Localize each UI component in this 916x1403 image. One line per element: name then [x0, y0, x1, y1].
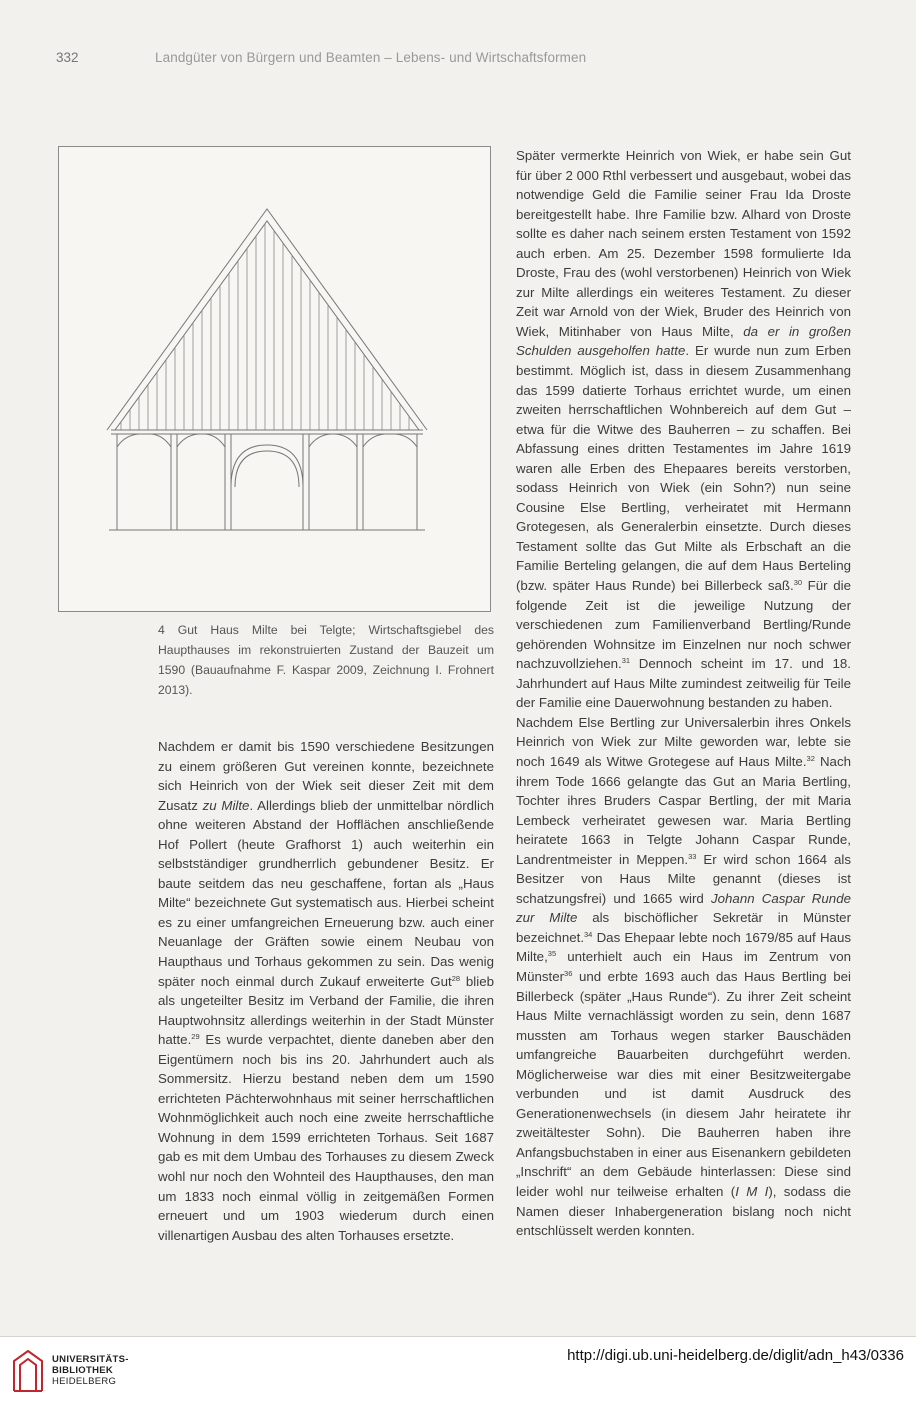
text-run: Später vermerkte Heinrich von Wiek, er habe sein Gut für über 2 000 Rthl verbessert und ausgebaut, wobei das notwendige Geld die Familie seiner Frau Ida Droste bereitgestellt habe. Ihre Familie bzw. Alhard von Droste sollte es daher nach seinem ersten Testament von 1592 auch erben. Am 25. Dezember 1598 formulierte Ida Droste, Frau des (wohl verstorbenen) Heinrich von Wiek zur Milte allerdings ein weiteres Testament. Zu dieser Zeit war Arnold von der Wiek, Bruder des Heinrich von Wiek, Mitinhaber von Haus Milte,	[516, 148, 851, 339]
footnote-ref: 29	[191, 1032, 200, 1042]
footer-bar	[0, 1336, 916, 1403]
footnote-ref: 32	[806, 753, 815, 763]
library-line-1: UNIVERSITÄTS-	[52, 1354, 129, 1365]
footnote-ref: 33	[688, 851, 697, 861]
paragraph	[516, 713, 851, 1241]
italic-text: I M I	[735, 1183, 769, 1199]
footnote-ref: 36	[564, 968, 573, 978]
figure-caption: 4 Gut Haus Milte bei Telgte; Wirtschaftsgiebel des Haupthauses im rekonstruierten Zustand der Bauzeit um 1590 (Bauaufnahme F. Kaspar 2009, Zeichnung I. Frohnert 2013).	[158, 623, 494, 697]
italic-text: da er in großen Schulden ausgeholfen hatte	[516, 323, 851, 359]
italic-text: zu Milte	[202, 797, 250, 813]
ub-heidelberg-logo-icon	[10, 1347, 46, 1393]
library-line-3: HEIDELBERG	[52, 1376, 117, 1387]
right-column-text	[516, 146, 851, 1241]
text-run: ), sodass die Namen dieser Inhabergeneration bislang noch nicht entschlüsselt werden konnten.	[516, 1183, 852, 1239]
text-run: . Er wurde nun zum Erben bestimmt. Möglich ist, dass in diesem Zusammenhang das 1599 datierte Torhaus errichtet wurde, um einen zweiten herrschaftlichen Wohnbereich auf dem Gut – etwa für die Witwe des Bauherren – zu schaffen. Bei Abfassung eines dritten Testamentes im Jahre 1619 waren alle Erben des Ehepaares bereits verstorben, sodass Heinrich von Wiek (ein Sohn?) nun seine Cousine Else Bertling, verheiratet mit Hermann Grotegesen, als Generalerbin einsetzte. Durch dieses Testament sollte das Gut Milte als Erbschaft an die Familie Berteling gelangen, die auf dem Haus Berteling (bzw. später Haus Runde) bei Billerbeck saß.	[516, 343, 851, 594]
footnote-ref: 31	[621, 656, 631, 666]
italic-text: Johann Caspar Runde zur Milte	[516, 890, 851, 926]
text-run: Es wurde verpachtet, diente daneben aber den Eigentümern noch bis ins 20. Jahrhundert auch als Sommersitz. Hierzu bestand neben dem um 1590 errichteten Pächterwohnhaus mit seiner herrschaftlichen Wohnmöglichkeit auch noch eine zweite herrschaftliche Wohnung in dem 1599 errichteten Torhaus. Seit 1687 gab es mit dem Umbau des Torhauses zu diesem Zweck wohl nur noch den Wohnteil des Haupthauses, den man um 1833 noch einmal völlig in zeitgemäßen Formen erneuert und um 1903 wiederum durch einen villenartigen Ausbau des alten Torhauses ersetzte.	[158, 1032, 494, 1243]
source-url[interactable]: http://digi.ub.uni-heidelberg.de/diglit/adn_h43/0336	[567, 1347, 904, 1364]
text-run: Er wird schon 1664 als Besitzer von Haus Milte genannt (dieses ist schatzungsfrei) und 1665 wird	[516, 851, 851, 906]
text-run: Nachdem er damit bis 1590 verschiedene Besitzungen zu einem größeren Gut vereinen konnte, bezeichnete sich Heinrich von der Wiek seit dieser Zeit mit dem Zusatz	[158, 739, 494, 813]
text-run: Nach ihrem Tode 1666 gelangte das Gut an Maria Bertling, Tochter ihres Bruders Caspar Bertling, der mit Maria Lembeck verheiratet gewesen war. Maria Bertling heiratete 1663 in Telgte Johann Caspar Runde, Landrentmeister in Meppen.	[516, 753, 851, 867]
footnote-ref: 28	[451, 973, 461, 983]
text-run: Für die folgende Zeit ist die jeweilige Nutzung der verschiedenen zum Familienverband Bertling/Runde gehörenden Wohnsitze im Einzelnen nur noch schwer nachzuvollziehen.	[516, 578, 851, 672]
text-run: als bischöflicher Sekretär in Münster bezeichnet.	[516, 910, 851, 945]
text-run: Dennoch scheint im 17. und 18. Jahrhundert auf Haus Milte zumindest zeitweilig für Teile der Familie eine Dauerwohnung bestanden zu haben.	[516, 656, 851, 711]
running-title: Landgüter von Bürgern und Beamten – Lebens- und Wirtschaftsformen	[155, 50, 587, 65]
gable-drawing	[59, 147, 492, 613]
footnote-ref: 35	[547, 949, 557, 959]
library-line-2: BIBLIOTHEK	[52, 1365, 114, 1376]
paragraph	[516, 146, 851, 713]
footnote-ref: 30	[793, 578, 803, 588]
left-column-text	[158, 737, 494, 1245]
text-run: unterhielt auch ein Haus im Zentrum von Münster	[516, 949, 851, 984]
text-run: Das Ehepaar lebte noch 1679/85 auf Haus Milte,	[516, 929, 851, 965]
paragraph	[158, 737, 494, 1245]
text-run: . Allerdings blieb der unmittelbar nördlich ohne weiteren Abstand der Hofflächen anschließende Hof Pollert (heute Grafhorst 1) auch weiterhin ein selbstständiger grundherrlich gebundener Besitz. Er baute seitdem das neu geschaffene, fortan als „Haus Milte“ bezeichnete Gut systematisch aus. Hierbei scheint es zu einer umfangreichen Erneuerung bzw. auch einer Neuanlage der Gräften sowie einem Neubau von Haupthaus und Torhaus gekommen zu sein. Das wenig später noch einmal durch Zukauf erweiterte Gut	[158, 797, 494, 989]
page-number: 332	[56, 50, 79, 65]
text-run: blieb als ungeteilter Besitz im Verband der Familie, die ihren Hauptwohnsitz allerdings weiterhin in der Stadt Münster hatte.	[158, 973, 494, 1048]
library-name	[52, 1354, 129, 1387]
figure	[58, 146, 491, 612]
footnote-ref: 34	[584, 929, 593, 939]
text-run: Nachdem Else Bertling zur Universalerbin ihres Onkels Heinrich von Wiek zur Milte geworden war, lebte sie noch 1649 als Witwe Grotegese auf Haus Milte.	[516, 714, 851, 769]
text-run: und erbte 1693 auch das Haus Bertling bei Billerbeck (später „Haus Runde“). Zu ihrer Zeit scheint Haus Milte vernachlässigt worden zu sein, denn 1687 mussten am Torhaus wegen starker Bauschäden umfangreiche Bauarbeiten durchgeführt werden. Möglicherweise war dies mit einer Besitzweitergabe verbunden und ist damit Ausdruck des Generationenwechsels (in diesem Jahr heiratete ihr zweitältester Sohn). Die Bauherren haben ihre Anfangsbuchstaben in einer aus Eisenankern gebildeten „Inschrift“ an dem Gebäude hinterlassen: Diese sind leider wohl nur teilweise erhalten (	[516, 968, 851, 1199]
